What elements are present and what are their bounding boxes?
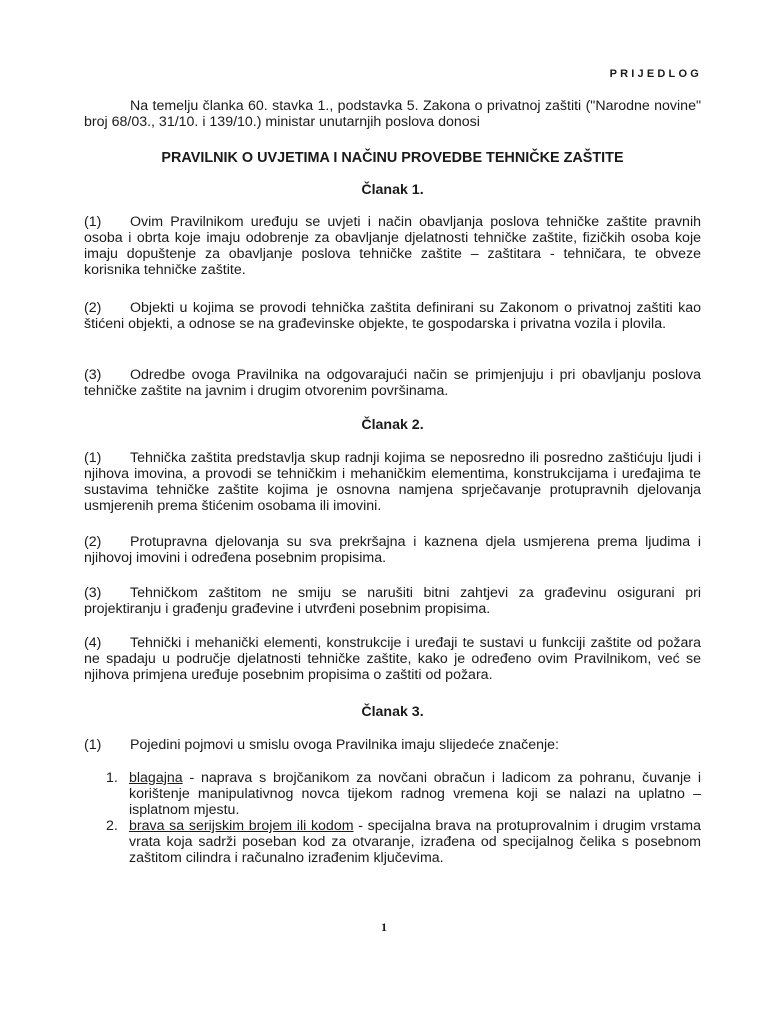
article-1-paragraph-2 [84,300,701,332]
article-2-paragraph-3 [84,585,701,617]
article-2-paragraph-4 [84,635,701,683]
paragraph-number: (2) [84,534,102,550]
paragraph-number: (1) [84,737,102,753]
definition-text: - naprava s brojčanikom za novčani obračun i ladicom za pohranu, čuvanje i korištenje manipulativnog novca tijekom radnog vremena koji se nalazi na uplatno – isplatnom mjestu. [129,770,701,818]
definitions-list [84,770,701,866]
paragraph-text: Pojedini pojmovi u smislu ovoga Pravilnika imaju slijedeće značenje: [130,737,559,753]
article-3-heading: Članak 3. [361,704,424,720]
proposal-label: PRIJEDLOG [609,68,702,80]
article-2-heading: Članak 2. [361,417,424,433]
paragraph-number: (2) [84,300,102,316]
definition-number: 2. [106,818,118,834]
paragraph-number: (1) [84,450,102,466]
paragraph-text: Objekti u kojima se provodi tehnička zaštita definirani su Zakonom o privatnoj zaštiti kao štićeni objekti, a odnose se na građevinske objekte, te gospodarska i privatna vozila i plovila. [84,300,701,332]
paragraph-number: (4) [84,635,102,651]
paragraph-text: Tehničkom zaštitom ne smiju se narušiti bitni zahtjevi za građevinu osigurani pri projektiranju i građenju građevine i utvrđeni posebnim propisima. [84,585,701,617]
paragraph-text: Protupravna djelovanja su sva prekršajna i kaznena djela usmjerena prema ljudima i njihovoj imovini i određena posebnim propisima. [84,534,701,566]
paragraph-number: (3) [84,585,102,601]
article-2-paragraph-1 [84,450,701,514]
definition-term: brava sa serijskim brojem ili kodom [129,818,354,834]
paragraph-text: Odredbe ovoga Pravilnika na odgovarajući način se primjenjuju i pri obavljanju poslova tehničke zaštite na javnim i drugim otvorenim površinama. [84,367,701,399]
article-2-paragraph-2 [84,534,701,566]
definition-text: - specijalna brava na protuprovalnim i drugim vrstama vrata koja sadrži poseban kod za otvaranje, izrađena od specijalnog čelika s posebnom zaštitom cilindra i računalno izrađenim ključevima. [129,818,701,866]
page-number: 1 [381,920,387,934]
definition-number: 1. [106,770,118,786]
definition-term: blagajna [129,770,183,786]
intro-paragraph: Na temelju članka 60. stavka 1., podstavka 5. Zakona o privatnoj zaštiti ("Narodne novine" broj 68/03., 31/10. i 139/10.) ministar unutarnjih poslova donosi [84,98,701,130]
paragraph-text: Tehnička zaštita predstavlja skup radnji kojima se neposredno ili posredno zaštićuju ljudi i njihova imovina, a provodi se tehničkim i mehaničkim elementima, konstrukcijama i uređajima te sustavima tehničke zaštite kojima je osnovna namjena sprječavanje protupravnih djelovanja usmjerenih prema štićenim osobama ili imovini. [84,450,701,514]
paragraph-number: (1) [84,214,102,230]
article-1-paragraph-1 [84,214,701,278]
paragraph-number: (3) [84,367,102,383]
definition-item [84,770,701,818]
paragraph-text: Tehnički i mehanički elementi, konstrukcije i uređaji te sustavi u funkciji zaštite od požara ne spadaju u područje djelatnosti tehničke zaštite, kako je određeno ovim Pravilnikom, već se njihova primjena uređuje posebnim propisima o zaštiti od požara. [84,635,701,683]
paragraph-text: Ovim Pravilnikom uređuju se uvjeti i način obavljanja poslova tehničke zaštite pravnih osoba i obrta koje imaju odobrenje za obavljanje djelatnosti tehničke zaštite, fizičkih osoba koje imaju dopuštenje za obavljanje poslova tehničke zaštite – zaštitara - tehničara, te obveze korisnika tehničke zaštite. [84,214,701,278]
article-1-heading: Članak 1. [361,182,424,198]
definition-item [84,818,701,866]
article-1-paragraph-3 [84,367,701,399]
document-title: PRAVILNIK O UVJETIMA I NAČINU PROVEDBE TEHNIČKE ZAŠTITE [161,150,624,166]
article-3-paragraph-1 [84,737,701,753]
